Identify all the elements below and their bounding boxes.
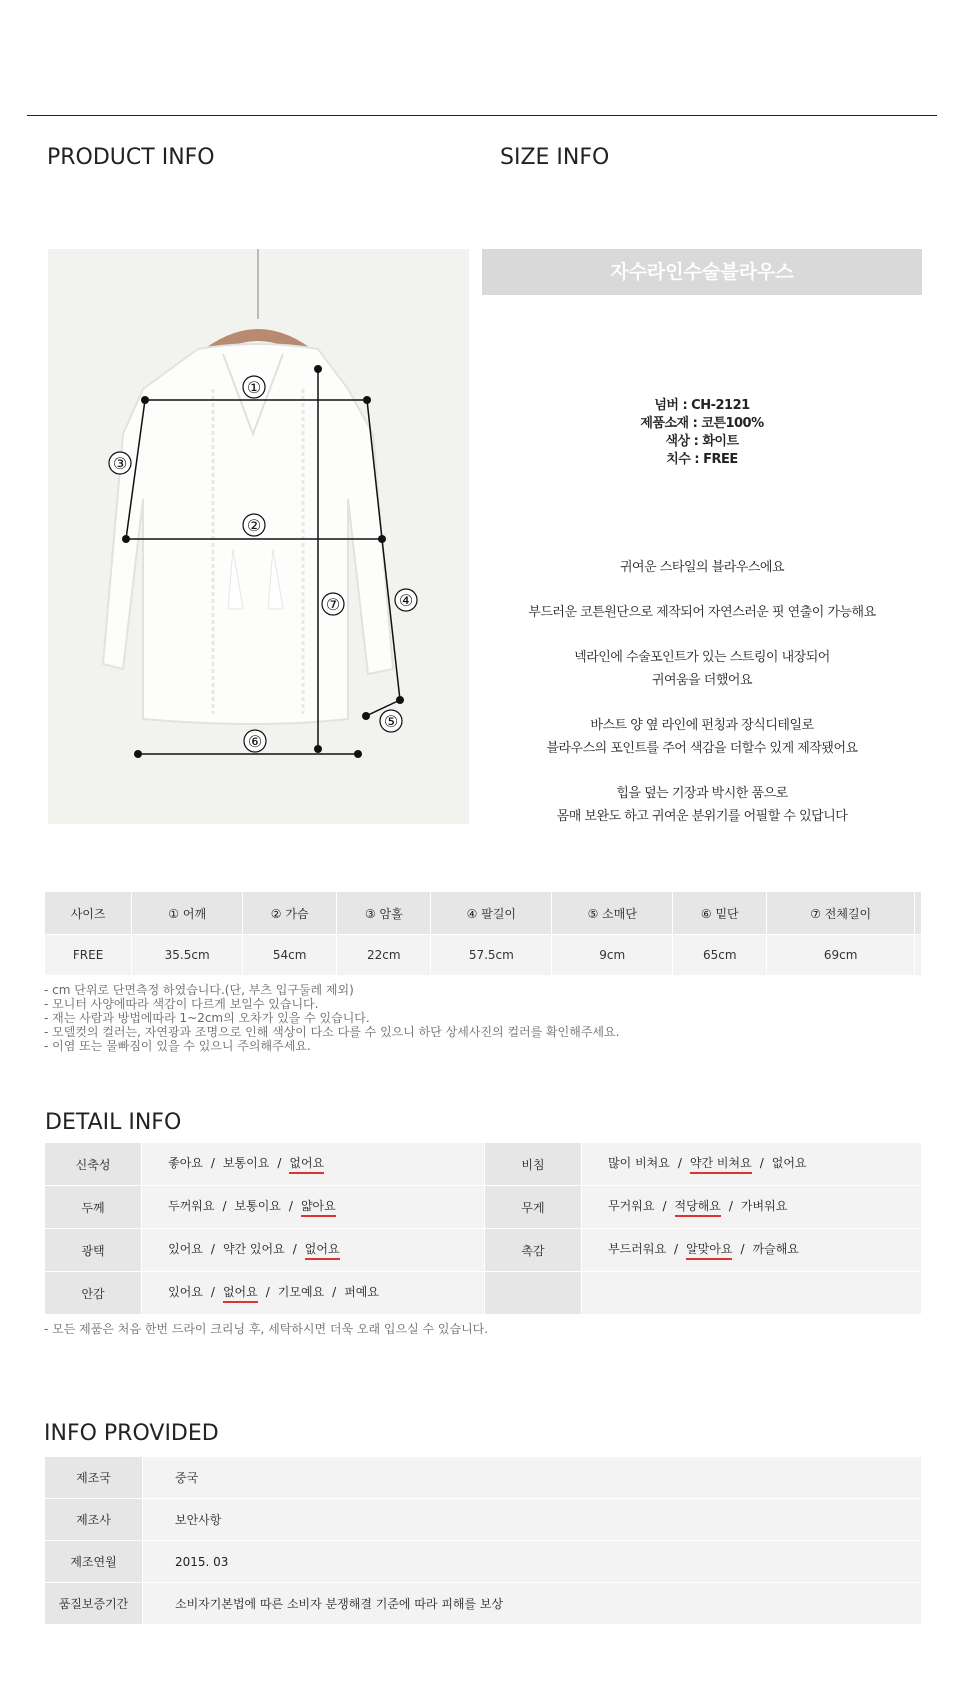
detail-option-selected: 없어요 — [223, 1283, 258, 1303]
size-info-heading: SIZE INFO — [500, 145, 610, 170]
info-row — [45, 1583, 922, 1625]
detail-option: 좋아요 — [168, 1156, 203, 1170]
size-header-cell: ⑤ 소매단 — [552, 892, 673, 935]
option-separator: / — [265, 1285, 270, 1299]
detail-option: 있어요 — [168, 1285, 203, 1299]
detail-options — [142, 1186, 485, 1229]
size-header-cell — [915, 892, 922, 935]
detail-options — [582, 1272, 922, 1315]
spec-size: 치수 : FREE — [666, 452, 738, 467]
product-photo — [48, 249, 469, 824]
size-value-cell: 65cm — [673, 935, 767, 976]
detail-label: 광택 — [45, 1229, 142, 1272]
detail-option: 부드러워요 — [608, 1242, 667, 1256]
top-divider — [27, 115, 937, 116]
info-row — [45, 1457, 922, 1499]
detail-option-selected: 없어요 — [289, 1154, 324, 1174]
detail-option: 있어요 — [168, 1242, 203, 1256]
detail-option: 약간 있어요 — [222, 1242, 285, 1256]
option-separator: / — [674, 1242, 679, 1256]
size-header-cell: ③ 암홀 — [337, 892, 431, 935]
option-separator: / — [210, 1242, 215, 1256]
size-header-cell: ① 어깨 — [132, 892, 243, 935]
size-value-cell: 9cm — [552, 935, 673, 976]
marker-3: ③ — [112, 454, 128, 473]
info-value: 중국 — [143, 1457, 922, 1499]
size-note: - cm 단위로 단면측정 하였습니다.(단, 부츠 입구둘레 제외) — [44, 983, 354, 997]
info-label: 제조연월 — [45, 1541, 143, 1583]
detail-option: 무거워요 — [608, 1199, 655, 1213]
product-specs — [482, 397, 922, 469]
size-table-header — [45, 892, 922, 935]
detail-row — [45, 1186, 922, 1229]
detail-option: 보통이요 — [222, 1156, 270, 1170]
option-separator: / — [332, 1285, 337, 1299]
detail-option-selected: 적당해요 — [675, 1197, 721, 1217]
marker-5: ⑤ — [383, 712, 399, 731]
detail-label: 무게 — [484, 1186, 581, 1229]
size-note: - 이염 또는 물빠짐이 있을 수 있으니 주의해주세요. — [44, 1039, 311, 1053]
desc-paragraph: 넥라인에 수술포인트가 있는 스트링이 내장되어 귀여움을 더했어요 — [574, 650, 830, 688]
product-info-heading: PRODUCT INFO — [47, 145, 215, 170]
detail-label: 신축성 — [45, 1143, 142, 1186]
detail-option-selected: 없어요 — [305, 1240, 340, 1260]
spec-number: 넘버 : CH-2121 — [654, 398, 750, 413]
detail-option: 퍼예요 — [344, 1285, 379, 1299]
detail-info-heading: DETAIL INFO — [45, 1110, 182, 1135]
size-notes — [44, 983, 619, 1053]
detail-row — [45, 1229, 922, 1272]
detail-option: 많이 비쳐요 — [608, 1156, 670, 1170]
detail-label: 촉감 — [484, 1229, 581, 1272]
info-label: 품질보증기간 — [45, 1583, 143, 1625]
size-value-cell: FREE — [45, 935, 132, 976]
spec-material: 제품소재 : 코튼100% — [640, 416, 764, 431]
detail-option: 까슬해요 — [752, 1242, 799, 1256]
size-note: - 모델컷의 컬러는, 자연광과 조명으로 인해 색상이 다소 다를 수 있으니 하단 상세사진의 컬러를 확인해주세요. — [44, 1025, 620, 1039]
marker-2: ② — [246, 516, 262, 535]
size-header-cell: ⑥ 밑단 — [673, 892, 767, 935]
size-value-cell: 35.5cm — [132, 935, 243, 976]
size-header-cell: 사이즈 — [45, 892, 132, 935]
info-value: 보안사항 — [143, 1499, 922, 1541]
option-separator: / — [728, 1199, 733, 1213]
option-separator: / — [210, 1285, 215, 1299]
detail-row — [45, 1143, 922, 1186]
detail-option: 없어요 — [771, 1156, 807, 1170]
info-label: 제조사 — [45, 1499, 143, 1541]
marker-4: ④ — [398, 591, 414, 610]
desc-paragraph: 귀여운 스타일의 블라우스에요 — [619, 560, 785, 575]
detail-options — [142, 1229, 485, 1272]
info-table — [44, 1456, 922, 1625]
info-row — [45, 1499, 922, 1541]
size-header-cell: ② 가슴 — [243, 892, 337, 935]
size-value-cell — [915, 935, 922, 976]
spec-color: 색상 : 화이트 — [665, 434, 739, 449]
desc-paragraph: 바스트 양 옆 라인에 펀칭과 장식디테일로 블라우스의 포인트를 주어 색감을 더할수 있게 제작됐어요 — [546, 718, 858, 756]
detail-options — [142, 1143, 485, 1186]
info-label: 제조국 — [45, 1457, 143, 1499]
detail-option: 기모예요 — [277, 1285, 325, 1299]
detail-option-selected: 알맞아요 — [686, 1240, 732, 1260]
option-separator: / — [677, 1156, 682, 1170]
marker-7: ⑦ — [325, 595, 341, 614]
size-value-cell: 22cm — [337, 935, 431, 976]
size-value-cell: 69cm — [767, 935, 915, 976]
size-table — [44, 891, 922, 976]
detail-option: 보통이요 — [234, 1199, 281, 1213]
size-header-cell: ④ 팔길이 — [431, 892, 552, 935]
size-table-row — [45, 935, 922, 976]
detail-table — [44, 1142, 922, 1315]
product-description — [482, 556, 922, 850]
option-separator: / — [277, 1156, 282, 1170]
blouse-illustration — [48, 249, 469, 824]
product-name-bar: 자수라인수술블라우스 — [482, 249, 922, 295]
option-separator: / — [662, 1199, 667, 1213]
detail-options — [582, 1229, 922, 1272]
detail-label: 두께 — [45, 1186, 142, 1229]
info-value: 소비자기본법에 따른 소비자 분쟁해결 기준에 따라 피해를 보상 — [143, 1583, 922, 1625]
desc-paragraph: 힙을 덮는 기장과 박시한 품으로 몸매 보완도 하고 귀여운 분위기를 어필할 수 있답니다 — [556, 786, 848, 824]
desc-paragraph: 부드러운 코튼원단으로 제작되어 자연스러운 핏 연출이 가능해요 — [528, 605, 876, 620]
info-provided-heading: INFO PROVIDED — [44, 1421, 219, 1446]
option-separator: / — [759, 1156, 764, 1170]
size-note: - 모니터 사양에따라 색감이 다르게 보일수 있습니다. — [44, 997, 319, 1011]
size-value-cell: 54cm — [243, 935, 337, 976]
detail-option: 두꺼워요 — [168, 1199, 215, 1213]
size-value-cell: 57.5cm — [431, 935, 552, 976]
option-separator: / — [222, 1199, 227, 1213]
marker-6: ⑥ — [247, 732, 263, 751]
detail-options — [582, 1143, 922, 1186]
option-separator: / — [288, 1199, 293, 1213]
size-header-cell: ⑦ 전체길이 — [767, 892, 915, 935]
detail-option-selected: 약간 비쳐요 — [690, 1154, 752, 1174]
info-row — [45, 1541, 922, 1583]
size-note: - 재는 사람과 방법에따라 1~2cm의 오차가 있을 수 있습니다. — [44, 1011, 370, 1025]
detail-row — [45, 1272, 922, 1315]
option-separator: / — [740, 1242, 745, 1256]
marker-1: ① — [246, 378, 262, 397]
option-separator: / — [292, 1242, 297, 1256]
detail-label — [484, 1272, 581, 1315]
detail-options — [582, 1186, 922, 1229]
detail-label: 비침 — [484, 1143, 581, 1186]
detail-option-selected: 얇아요 — [301, 1197, 336, 1217]
info-value: 2015. 03 — [143, 1541, 922, 1583]
detail-option: 가벼워요 — [740, 1199, 788, 1213]
detail-label: 안감 — [45, 1272, 142, 1315]
option-separator: / — [210, 1156, 215, 1170]
detail-options — [142, 1272, 485, 1315]
detail-note: - 모든 제품은 처음 한번 드라이 크리닝 후, 세탁하시면 더욱 오래 입으실 수 있습니다. — [44, 1322, 489, 1336]
